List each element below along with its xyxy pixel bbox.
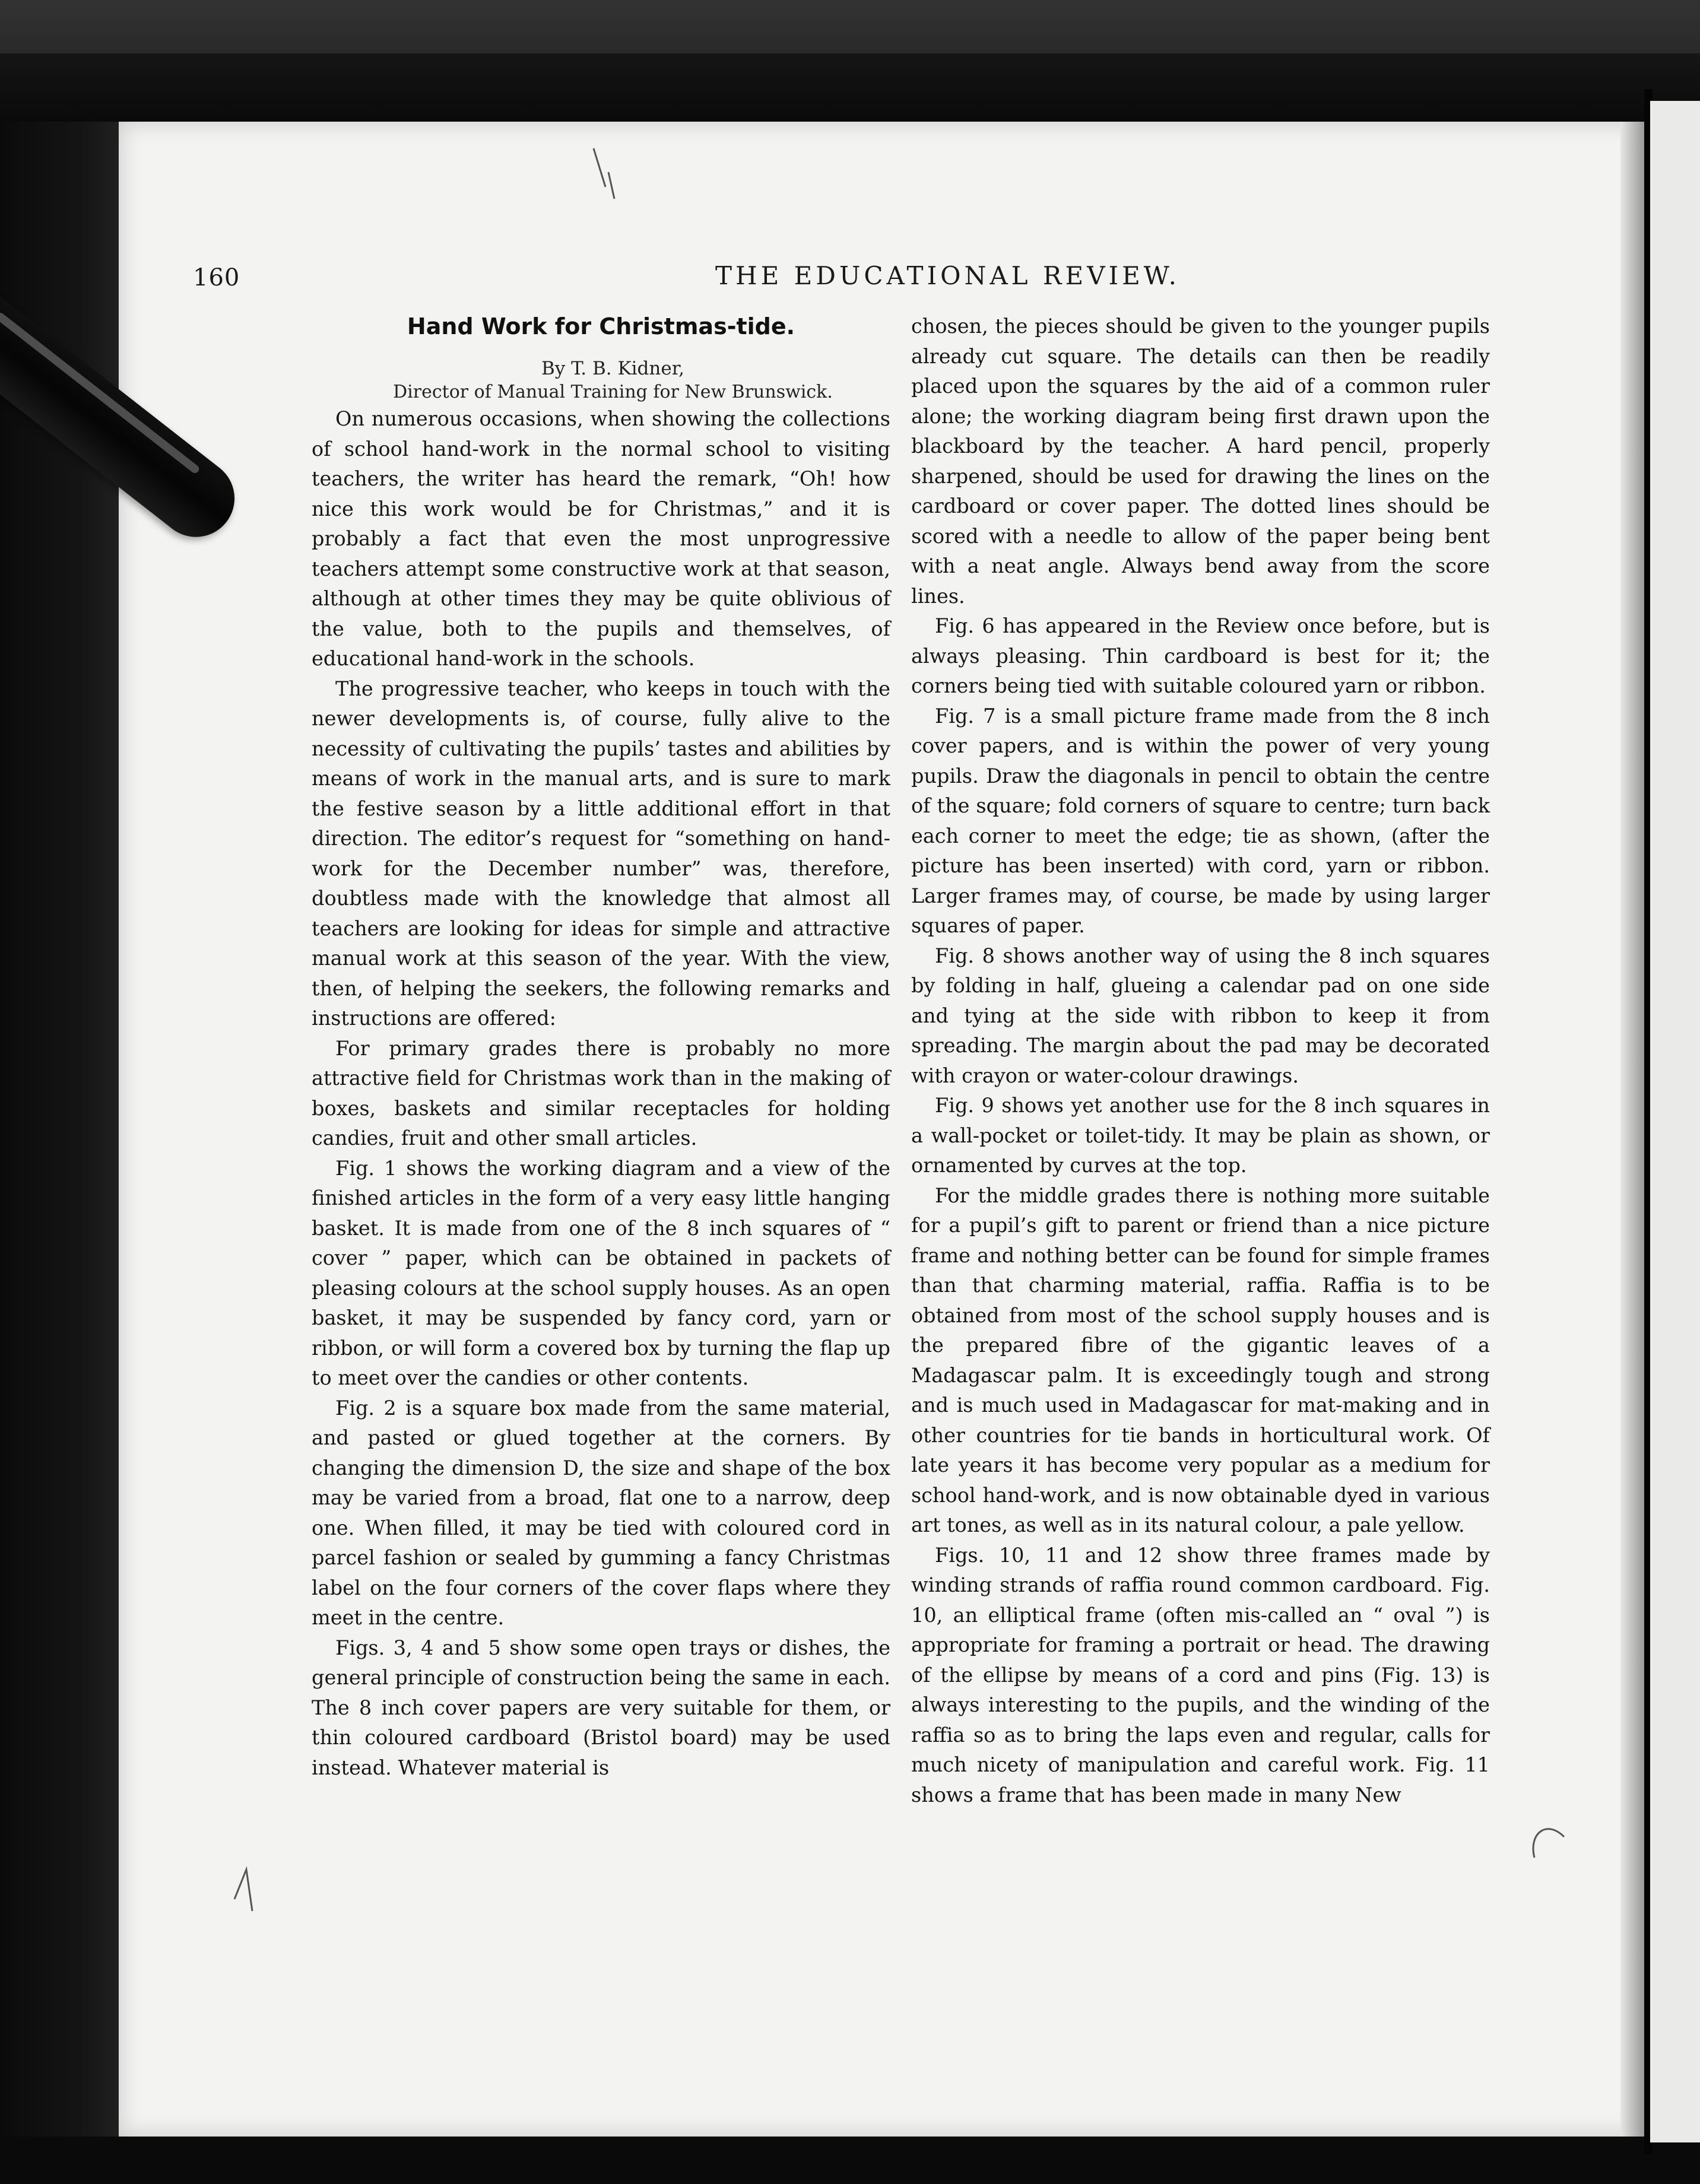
paragraph: For primary grades there is probably no more attractive field for Christmas work than in the making of boxes, baskets and similar receptacles for holding candies, fruit and other small articles.: [312, 1036, 890, 1150]
paragraph: Fig. 2 is a square box made from the same material, and pasted or glued together at the corners. By changing the dimension D, the size and shape of the box may be varied from a broad, flat one to a narrow, deep one. When filled, it may be tied with coloured cord in parcel fashion or sealed by gumming a fancy Christmas label on the four corners of the cover flaps where they meet in the centre.: [312, 1396, 890, 1629]
paragraph: Figs. 10, 11 and 12 show three frames made by winding strands of raffia round common cardboard. Fig. 10, an elliptical frame (often mis-called an “ oval ”) is appropriate for framing a portrait or head. The drawing of the ellipse by means of a cord and pins (Fig. 13) is always interesting to the pupils, and the winding of the raffia so as to bring the laps even and regular, calls for much nicety of manipulation and careful work. Fig. 11 shows a frame that has been made in many New: [911, 1543, 1490, 1807]
paragraph: Fig. 9 shows yet another use for the 8 inch squares in a wall-pocket or toilet-tidy. It may be plain as shown, or ornamented by curves at the top.: [911, 1094, 1490, 1177]
paragraph: chosen, the pieces should be given to the younger pupils already cut square. The details can then be readily placed upon the squares by the aid of a common ruler alone; the working diagram being first drawn upon the blackboard by the teacher. A hard pencil, properly sharpened, should be used for drawing the lines on the cardboard or cover paper. The dotted lines should be scored with a needle to allow of the paper being bent with a neat angle. Always bend away from the score lines.: [911, 315, 1490, 608]
pencil-mark-bottom-left: [229, 1864, 270, 1917]
page-header: [193, 261, 1499, 303]
paragraph: On numerous occasions, when showing the collections of school hand-work in the normal school to visiting teachers, the writer has heard the remark, “Oh! how nice this work would be for Christmas,” and it is probably a fact that even the most unprogressive teachers attempt some constructive work at that season, although at other times they may be quite oblivious of the value, both to the pupils and themselves, of educational hand-work in the schools.: [312, 407, 890, 670]
scan-bottom-border: [0, 2137, 1700, 2184]
text-column-left: [312, 312, 890, 1783]
paragraph: Figs. 3, 4 and 5 show some open trays or dishes, the general principle of construction being the same in each. The 8 inch cover papers are very suitable for them, or thin coloured cardboard (Bristol board) may be used instead. Whatever material is: [312, 1636, 890, 1779]
paragraph: Fig. 1 shows the working diagram and a view of the finished articles in the form of a very easy little hanging basket. It is made from one of the 8 inch squares of “ cover ” paper, which can be obtained in packets of pleasing colours at the school supply houses. As an open basket, it may be suspended by fancy cord, yarn or ribbon, or will form a covered box by turning the flap up to meet over the candies or other contents.: [312, 1156, 890, 1389]
page-gutter-shadow: [1620, 122, 1644, 2137]
article-title: Hand Work for Christmas-tide.: [407, 313, 795, 339]
pencil-mark-top: [588, 145, 623, 205]
page-number: 160: [193, 264, 240, 291]
paragraph: Fig. 8 shows another way of using the 8 inch squares by folding in half, glueing a calendar pad on one side and tying at the side with ribbon to keep it from spreading. The margin about the pad may be decorated with crayon or water-colour drawings.: [911, 944, 1490, 1087]
paragraph: Fig. 6 has appeared in the Review once before, but is always pleasing. Thin cardboard is best for it; the corners being tied with suitable coloured yarn or ribbon.: [911, 614, 1490, 697]
article-byline: By T. B. Kidner,: [541, 358, 684, 379]
scan-top-band: [0, 0, 1700, 53]
running-title: THE EDUCATIONAL REVIEW.: [715, 261, 1180, 290]
author-affiliation: Director of Manual Training for New Brunswick.: [393, 382, 833, 402]
pencil-mark-right: [1525, 1816, 1573, 1864]
paragraph: Fig. 7 is a small picture frame made from the 8 inch cover papers, and is within the power of very young pupils. Draw the diagonals in pencil to obtain the centre of the square; fold corners of square to centre; turn back each corner to meet the edge; tie as shown, (after the picture has been inserted) with cord, yarn or ribbon. Larger frames may, of course, be made by using larger squares of paper.: [911, 704, 1490, 937]
facing-page-edge: [1650, 101, 1700, 2142]
text-column-right: [911, 312, 1490, 1810]
paragraph: For the middle grades there is nothing more suitable for a pupil’s gift to parent or friend than a nice picture frame and nothing better can be found for simple frames than that charming material, raffia. Raffia is to be obtained from most of the school supply houses and is the prepared fibre of the gigantic leaves of a Madagascar palm. It is exceedingly tough and strong and is much used in Madagascar for mat-making and in other countries for tie bands in horticultural work. Of late years it has become very popular as a medium for school hand-work, and is now obtainable dyed in various art tones, as well as in its natural colour, a pale yellow.: [911, 1183, 1490, 1537]
paragraph: The progressive teacher, who keeps in touch with the newer developments is, of course, fully alive to the necessity of cultivating the pupils’ tastes and abilities by means of work in the manual arts, and is sure to mark the festive season by a little additional effort in that direction. The editor’s request for “something on hand-work for the December number” was, therefore, doubtless made with the knowledge that almost all teachers are looking for ideas for simple and attractive manual work at this season of the year. With the view, then, of helping the seekers, the following remarks and instructions are offered:: [312, 677, 890, 1030]
